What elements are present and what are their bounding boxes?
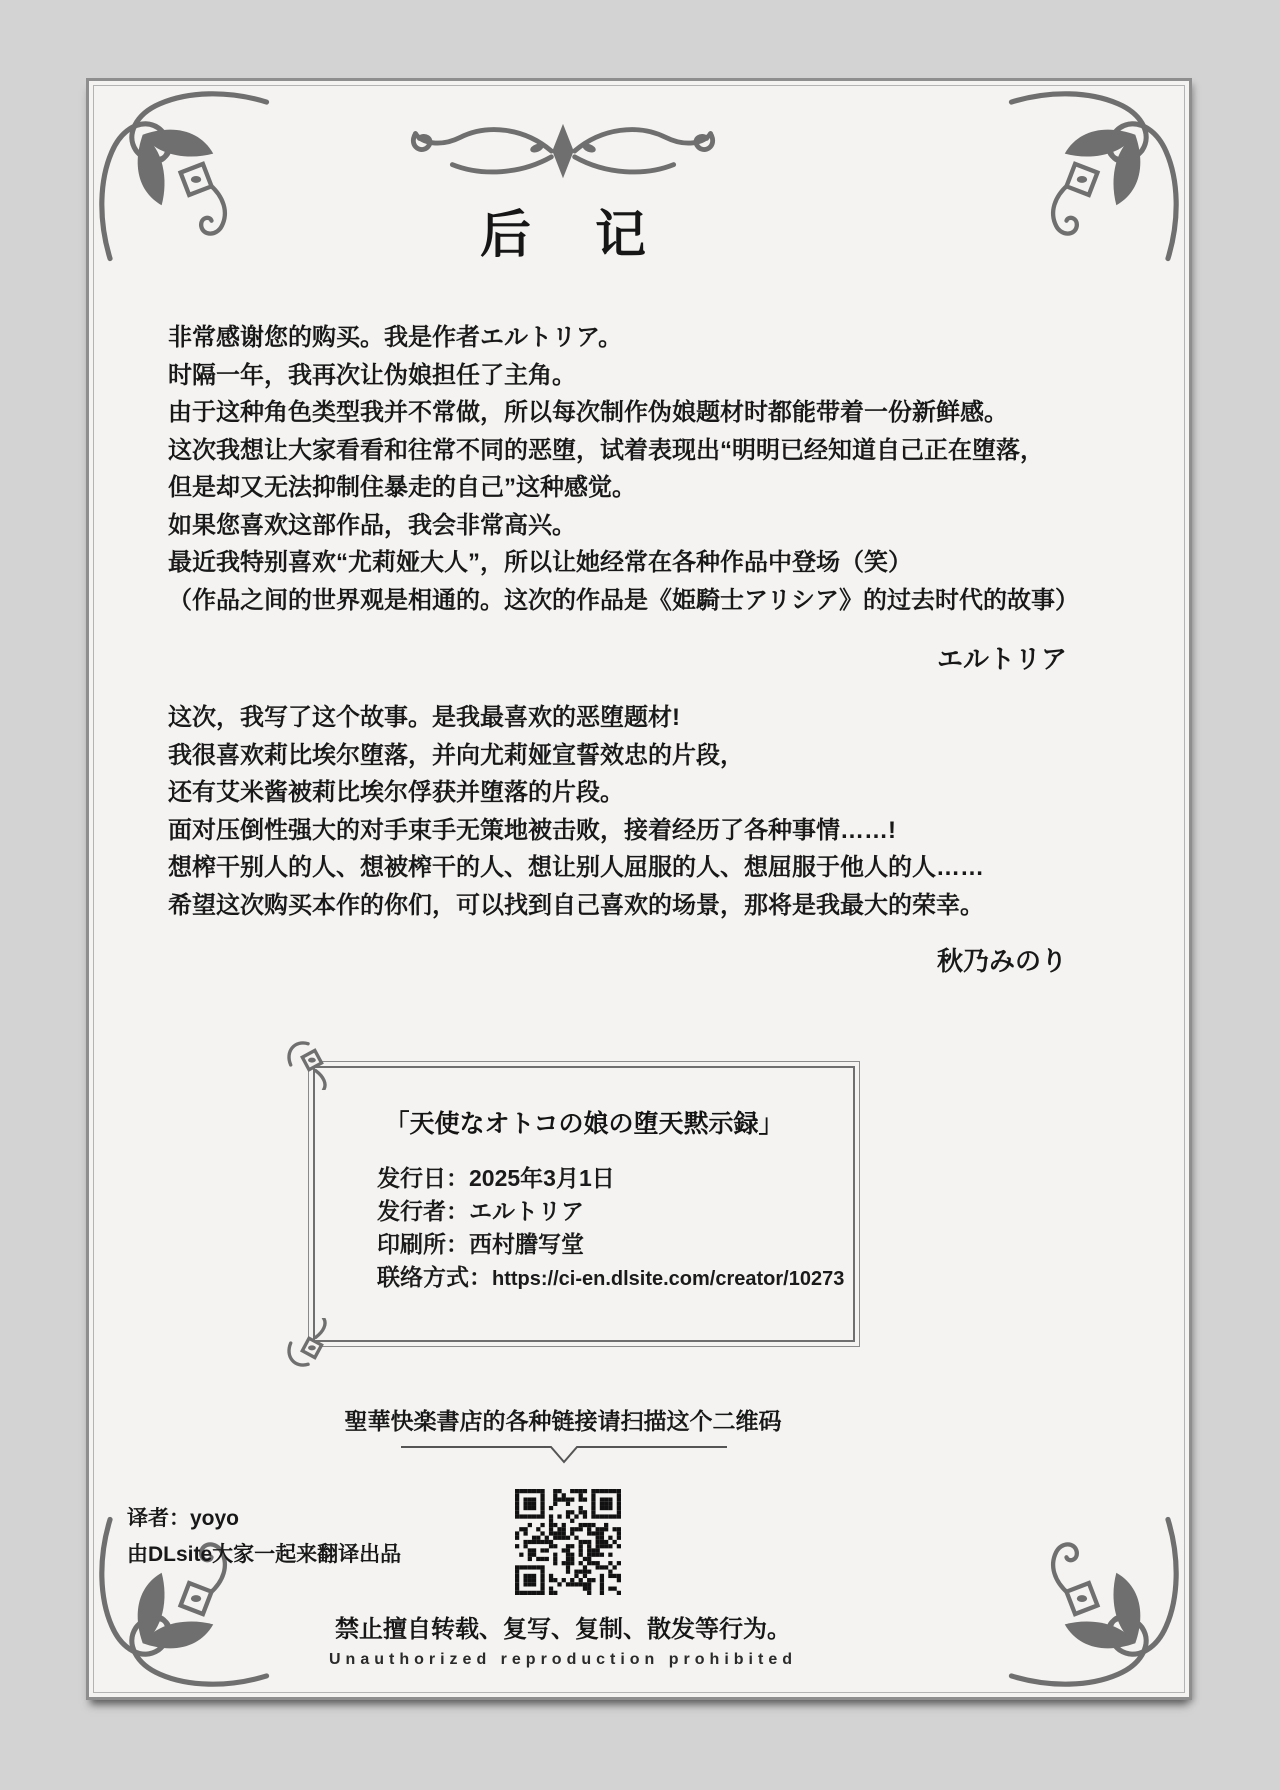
afterword2-line: 我很喜欢莉比埃尔堕落，并向尤莉娅宣誓效忠的片段， (168, 741, 744, 769)
afterword1-line: （作品之间的世界观是相通的。这次的作品是《姫騎士アリシア》的过去时代的故事） (168, 586, 1080, 614)
afterword1-line: 但是却又无法抑制住暴走的自己”这种感觉。 (168, 474, 636, 501)
prohibition-notice-en: Unauthorized reproduction prohibited (329, 1651, 797, 1668)
afterword1-line: 这次我想让大家看看和往常不同的恶堕，试着表现出“明明已经知道自己正在堕落， (168, 436, 1044, 464)
afterword2-line: 希望这次购买本作的你们，可以找到自己喜欢的场景，那将是我最大的荣幸。 (168, 891, 984, 919)
afterword-page (86, 78, 1192, 1700)
afterword2-line: 想榨干别人的人、想被榨干的人、想让别人屈服的人、想屈服于他人的人…… (168, 854, 984, 881)
colophon-field-publisher: 发行者：エルトリア (377, 1198, 584, 1224)
book-title: 「天使なオトコの娘の堕天黙示録」 (384, 1110, 784, 1138)
colophon-fields (377, 1162, 844, 1296)
translator-name: 译者：yoyo (127, 1507, 240, 1530)
colophon-corner-flourish-bottom-left (283, 1318, 337, 1372)
colophon-field-printer: 印刷所：西村謄写堂 (377, 1231, 584, 1257)
page-title: 后记 (479, 206, 710, 263)
prohibition-notice-zh: 禁止擅自转载、复写、复制、散发等行为。 (335, 1616, 791, 1643)
translator-group: 由DLsite大家一起来翻译出品 (127, 1543, 402, 1566)
afterword2-line: 这次，我写了这个故事。是我最喜欢的恶堕题材! (168, 704, 680, 731)
pointer-line (399, 1445, 729, 1465)
translator-credit (127, 1501, 401, 1573)
afterword1-line: 最近我特别喜欢“尤莉娅大人”，所以让她经常在各种作品中登场（笑） (168, 549, 912, 576)
afterword1-line: 如果您喜欢这部作品，我会非常高兴。 (168, 511, 576, 539)
afterword2-line: 还有艾米酱被莉比埃尔俘获并堕落的片段。 (168, 779, 624, 806)
qr-heading: 聖華快楽書店的各种链接请扫描这个二维码 (344, 1408, 782, 1434)
afterword2-line: 面对压倒性强大的对手束手无策地被击败，接着经历了各种事情……! (168, 816, 896, 844)
guest-author-signature: 秋乃みのり (936, 946, 1067, 976)
afterword1-line: 由于这种角色类型我并不常做，所以每次制作伪娘题材时都能带着一份新鲜感。 (168, 399, 1008, 426)
afterword1-line: 非常感谢您的购买。我是作者エルトリア。 (168, 324, 623, 351)
afterword1-line: 时隔一年，我再次让伪娘担任了主角。 (168, 361, 576, 389)
contact-url: https://ci-en.dlsite.com/creator/10273 (492, 1268, 845, 1290)
ornamental-divider (398, 117, 728, 187)
afterword-paragraph-1 (168, 319, 1148, 619)
author-signature: エルトリア (936, 644, 1067, 674)
colophon-field-contact: 联络方式：https://ci-en.dlsite.com/creator/10273 (377, 1264, 845, 1290)
colophon-field-publish-date: 发行日：2025年3月1日 (377, 1165, 615, 1191)
colophon-box (308, 1061, 860, 1347)
afterword-paragraph-2 (168, 699, 1148, 924)
qr-code (515, 1489, 621, 1595)
colophon-corner-flourish-top-left (283, 1036, 337, 1090)
